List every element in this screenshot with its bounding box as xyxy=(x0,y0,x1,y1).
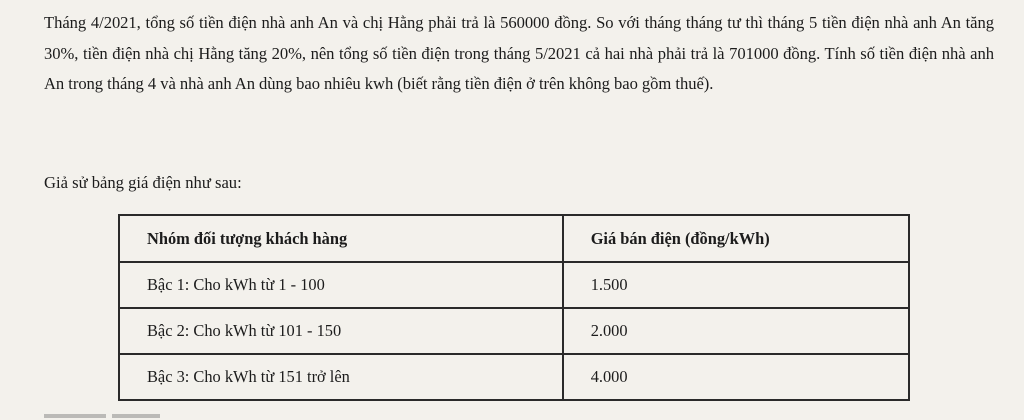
tier-1-group: Bậc 1: Cho kWh từ 1 - 100 xyxy=(119,262,563,308)
electricity-price-table xyxy=(118,214,910,401)
tier-3-price: 4.000 xyxy=(563,354,909,400)
header-customer-group: Nhóm đối tượng khách hàng xyxy=(119,215,563,262)
problem-paragraph: Tháng 4/2021, tổng số tiền điện nhà anh An và chị Hằng phải trả là 560000 đồng. So với tháng tháng tư thì tháng 5 tiền điện nhà anh An tăng 30%, tiền điện nhà chị Hằng tăng 20%, nên tổng số tiền điện trong tháng 5/2021 cả hai nhà phải trả là 701000 đồng. Tính số tiền điện nhà anh An trong tháng 4 và nhà anh An dùng bao nhiêu kwh (biết rằng tiền điện ở trên không bao gồm thuế). xyxy=(44,13,994,93)
tier-2-group: Bậc 2: Cho kWh từ 101 - 150 xyxy=(119,308,563,354)
header-price: Giá bán điện (đồng/kWh) xyxy=(563,215,909,262)
tier-1-price: 1.500 xyxy=(563,262,909,308)
table-row xyxy=(119,262,909,308)
table-intro: Giả sử bảng giá điện như sau: xyxy=(44,173,242,192)
table-row xyxy=(119,354,909,400)
tier-3-group: Bậc 3: Cho kWh từ 151 trở lên xyxy=(119,354,563,400)
tier-2-price: 2.000 xyxy=(563,308,909,354)
table-header-row xyxy=(119,215,909,262)
table-row xyxy=(119,308,909,354)
